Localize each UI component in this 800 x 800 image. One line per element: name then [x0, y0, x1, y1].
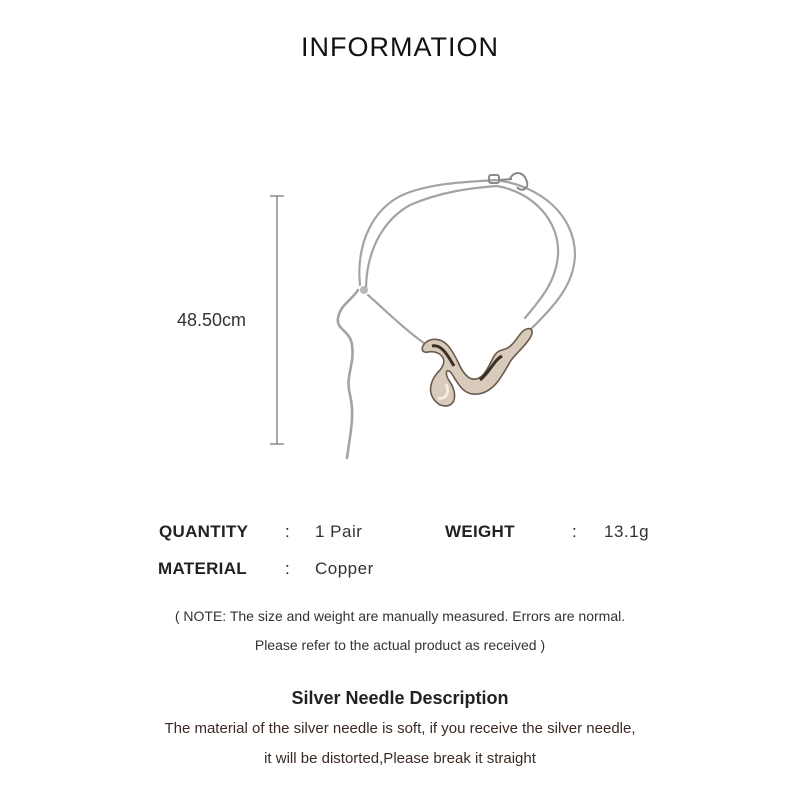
weight-colon [572, 522, 577, 542]
chain-bead [360, 286, 368, 294]
snake-pendant [422, 329, 532, 406]
material-label: MATERIAL [158, 559, 247, 578]
material-colon [285, 559, 290, 579]
material-value-wrap [315, 559, 374, 579]
colon: : [285, 522, 290, 541]
quantity-label-wrap [159, 522, 248, 542]
weight-value: 13.1g [604, 522, 650, 541]
weight-label-wrap [445, 522, 515, 542]
colon: : [285, 559, 290, 578]
colon: : [572, 522, 577, 541]
weight-value-wrap [604, 522, 649, 542]
page-title: INFORMATION [301, 32, 499, 62]
length-label: 48.50cm [177, 310, 247, 330]
quantity-colon [285, 522, 290, 542]
silver-needle-line-2: it will be distorted,Please break it straight [264, 750, 536, 767]
silver-needle-title: Silver Needle Description [291, 688, 509, 708]
quantity-value-wrap [315, 522, 362, 542]
necklace-chain [338, 180, 575, 458]
note-line-2: Please refer to the actual product as received ) [254, 637, 546, 653]
material-label-wrap [158, 559, 247, 579]
quantity-label: QUANTITY [159, 522, 249, 541]
quantity-value: 1 Pair [315, 522, 363, 541]
note-line-1: ( NOTE: The size and weight are manually measured. Errors are normal. [174, 608, 626, 624]
material-value: Copper [315, 559, 374, 578]
length-dimension-line [270, 196, 284, 444]
silver-needle-line-1: The material of the silver needle is soft, if you receive the silver needle, [164, 720, 636, 737]
weight-label: WEIGHT [445, 522, 515, 541]
